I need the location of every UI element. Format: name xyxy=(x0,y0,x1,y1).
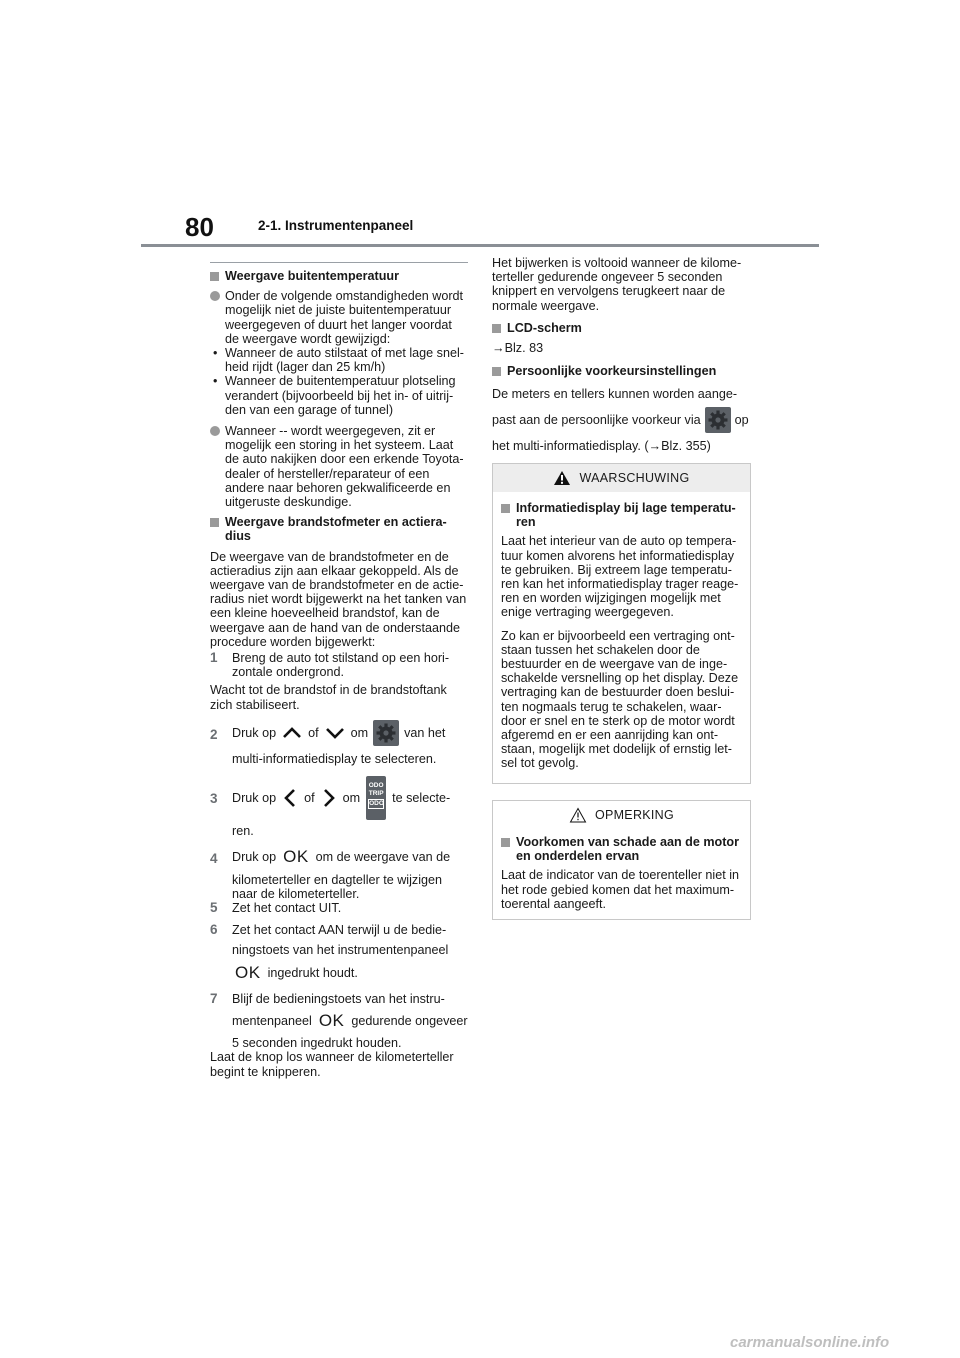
heading-lcd-screen: LCD-scherm xyxy=(492,321,750,335)
paragraph-release-button: Laat de knop los wanneer de kilometerteller begint te knipperen. xyxy=(210,1050,454,1079)
chevron-right-icon xyxy=(321,787,337,809)
step-text: Druk op xyxy=(232,790,277,805)
step-text: om xyxy=(342,790,361,805)
step-text: ren. xyxy=(232,824,254,839)
bullet-outside-temp-conditions: Onder de volgende omstandigheden wordt mogelijk niet de juiste buitentemperatuur weergegeven of duurt het langer voordat de weergave wordt gewijzigd: xyxy=(210,289,468,346)
step-text: Druk op xyxy=(232,850,277,865)
step-4 xyxy=(210,847,468,901)
step-number: 2 xyxy=(210,726,218,742)
step-text: Breng de auto tot stilstand op een hori-zontale ondergrond. xyxy=(232,651,450,680)
watermark: carmanualsonline.info xyxy=(730,1334,890,1351)
left-column xyxy=(210,262,468,1085)
step-5 xyxy=(210,901,468,915)
page-reference: →Blz. 83 xyxy=(492,341,544,356)
page-number: 80 xyxy=(185,212,214,242)
step-number: 4 xyxy=(210,851,218,867)
warning-title: WAARSCHUWING xyxy=(579,470,690,485)
warning-heading: Informatiedisplay bij lage temperatu-ren xyxy=(501,501,742,529)
step-number: 6 xyxy=(210,922,218,938)
step-text: 5 seconden ingedrukt houden. xyxy=(232,1036,402,1051)
step-3 xyxy=(210,776,468,838)
odo-label: ODO xyxy=(368,782,384,790)
step-7 xyxy=(210,992,468,1051)
chevron-up-icon xyxy=(281,725,303,741)
heading-personal-settings: Persoonlijke voorkeursinstellingen xyxy=(492,364,750,378)
step-number: 5 xyxy=(210,899,218,915)
step-text: of xyxy=(308,725,319,740)
paragraph-update-complete: Het bijwerken is voltooid wanneer de kilome-terteller gedurende ongeveer 5 seconden knippert en vervolgens terugkeert naar de normale weergave. xyxy=(492,256,742,313)
paragraph-personal-settings: De meters en tellers kunnen worden aange- xyxy=(492,387,738,402)
gear-icon xyxy=(373,720,399,746)
step-text: ningstoets van het instrumentenpaneel xyxy=(232,943,449,958)
note-box xyxy=(492,800,751,920)
step-text: mentenpaneel xyxy=(232,1013,312,1028)
dash-item-temp-change: • Wanneer de buitentemperatuur plotseling verandert (bijvoorbeeld bij het in- of uitrij-den van een garage of tunnel) xyxy=(210,374,468,417)
warning-paragraph-2: Zo kan er bijvoorbeeld een vertraging ont-staan tussen het schakelen door de bestuurder en de weergave van de inge-schakelde versnelling op het display. Deze vertraging kan de bestuurder doen beslui-ten nogmaals terug te schakelen, waar-door er snel en te sterk op de motor wordt afgeremd en er een aanrijding kan ont-staan, mogelijk met dodelijk of ernstig let-sel tot gevolg. xyxy=(501,628,739,771)
step-text: van het xyxy=(404,725,446,740)
step-text: ingedrukt houdt. xyxy=(267,965,358,980)
dash-item-low-speed: • Wanneer de auto stilstaat of met lage snel-heid rijdt (lager dan 25 km/h) xyxy=(210,346,468,374)
note-heading: Voorkomen van schade aan de motor en onderdelen ervan xyxy=(501,835,742,863)
warning-triangle-icon xyxy=(553,470,571,486)
header-rule xyxy=(141,244,819,247)
step-text: Zet het contact UIT. xyxy=(232,900,342,915)
heading-fuel-gauge: Weergave brandstofmeter en actiera-dius xyxy=(210,515,468,543)
step-text: om xyxy=(350,725,369,740)
paragraph-personal-settings-end: het multi-informatiedisplay. (→Blz. 355) xyxy=(492,438,711,453)
paragraph-text: past aan de persoonlijke voorkeur via xyxy=(492,412,701,427)
note-title: OPMERKING xyxy=(594,807,675,822)
paragraph-wait: Wacht tot de brandstof in de brandstoftank zich stabiliseert. xyxy=(210,683,447,712)
ok-button-icon: OK xyxy=(283,847,309,867)
bullet-system-fault: Wanneer -- wordt weergegeven, zit er mogelijk een storing in het systeem. Laat de auto nakijken door een erkende Toyota-dealer of hersteller/reparateur of een andere naar behoren gekwalificeerde en uitgeruste deskundige. xyxy=(210,424,468,509)
ok-button-icon: OK xyxy=(235,962,261,982)
paragraph-fuel-gauge: De weergave van de brandstofmeter en de actieradius zijn aan elkaar gekoppeld. Als de weergave van de brandstofmeter en de actie-radius niet wordt bijgewerkt na het tanken van een kleine hoeveelheid brandstof, kan de weergave aan de hand van de onderstaande procedure worden bijgewerkt: xyxy=(210,549,467,649)
chevron-left-icon xyxy=(282,787,298,809)
step-6 xyxy=(210,923,468,980)
step-1 xyxy=(210,651,468,679)
step-number: 7 xyxy=(210,990,218,1006)
trip-label: TRIP xyxy=(368,790,384,798)
chapter-title: 2-1. Instrumentenpaneel xyxy=(258,218,414,233)
step-text: om de weergave van de xyxy=(315,850,451,865)
step-text: multi-informatiedisplay te selecteren. xyxy=(232,751,437,766)
section-rule xyxy=(210,262,468,263)
paragraph-text: op xyxy=(734,412,749,427)
heading-outside-temperature: Weergave buitentemperatuur xyxy=(210,269,468,283)
warning-title-bar xyxy=(493,464,750,492)
chevron-down-icon xyxy=(324,725,346,741)
ok-button-icon: OK xyxy=(318,1010,345,1030)
step-2 xyxy=(210,720,468,766)
right-column xyxy=(492,256,750,459)
warning-paragraph-1: Laat het interieur van de auto op tempera-tuur komen alvorens het informatiedisplay te gebruiken. Bij extreem lage temperatu-ren kan het informatiedisplay trager reage-ren en worden wijzigingen mogelijk met enige vertraging weergegeven. xyxy=(501,534,739,620)
step-text: Blijf de bedieningstoets van het instru- xyxy=(232,991,445,1006)
step-number: 3 xyxy=(210,791,218,807)
note-title-bar xyxy=(493,801,750,829)
step-text: Druk op xyxy=(232,725,277,740)
step-text: gedurende ongeveer xyxy=(351,1013,468,1028)
note-paragraph: Laat de indicator van de toerenteller niet in het rode gebied komen dat het maximum-toerental aangeeft. xyxy=(501,868,740,911)
step-text: te selecte- xyxy=(392,790,451,805)
odo-trip-icon xyxy=(366,776,386,820)
step-number: 1 xyxy=(210,650,218,666)
paragraph-personal-settings-line xyxy=(492,407,750,433)
warning-box xyxy=(492,463,751,784)
step-text: kilometerteller en dagteller te wijzigen naar de kilometerteller. xyxy=(232,872,442,901)
step-text: of xyxy=(304,790,315,805)
odo-label: ODO xyxy=(369,800,384,808)
caution-triangle-icon xyxy=(569,807,587,823)
step-text: Zet het contact AAN terwijl u de bedie- xyxy=(232,923,447,938)
gear-icon xyxy=(705,407,731,433)
